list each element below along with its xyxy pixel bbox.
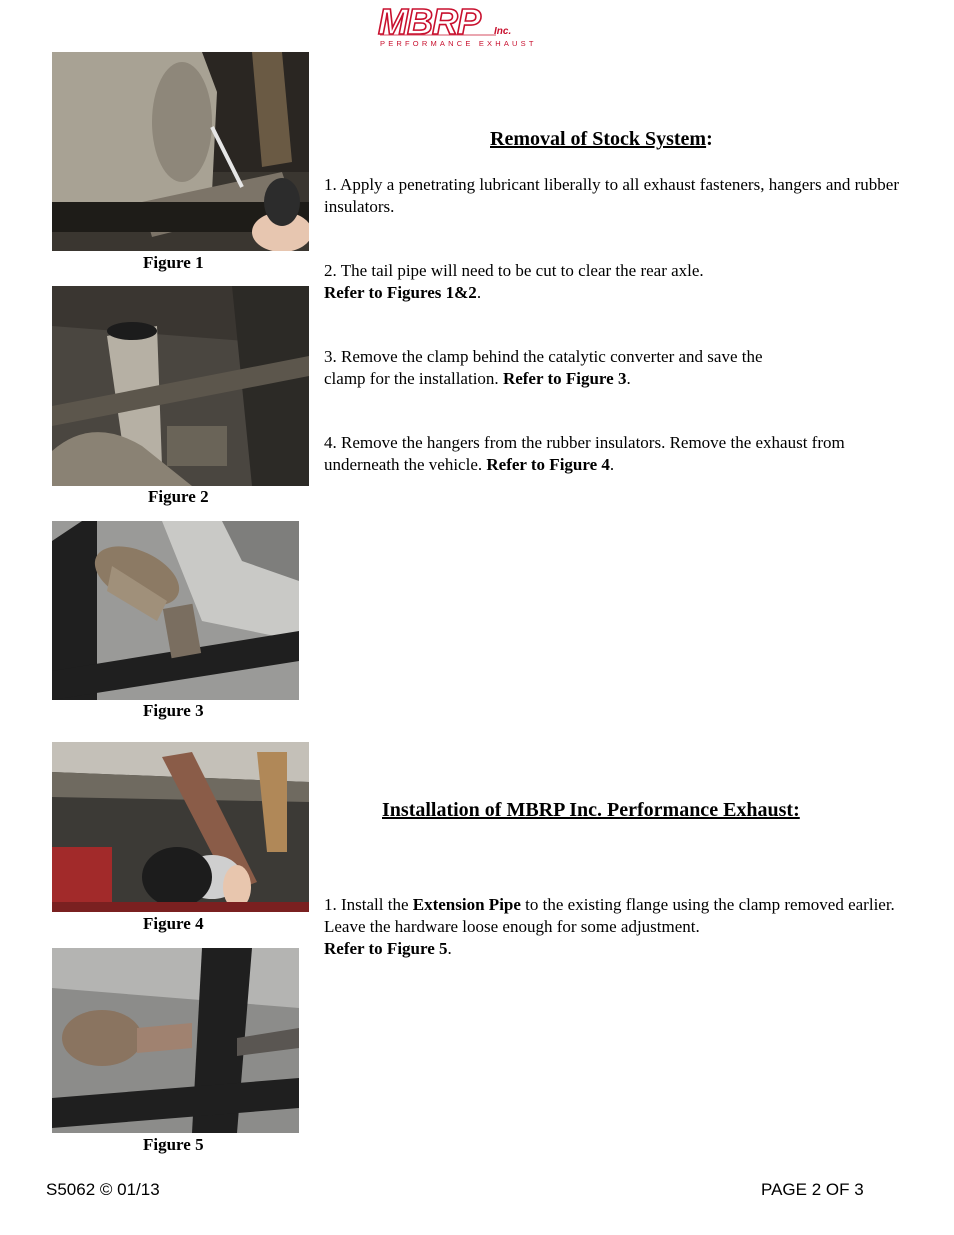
removal-step-4-text: 4. Remove the hangers from the rubber insulators. Remove the exhaust from underneath the vehicle. bbox=[324, 433, 845, 474]
removal-step-3 bbox=[324, 346, 914, 390]
logo-suffix-text: Inc. bbox=[494, 26, 512, 37]
removal-title: Removal of Stock System bbox=[490, 128, 707, 150]
figure-3-photo bbox=[52, 521, 299, 700]
removal-step-2-text: 2. The tail pipe will need to be cut to clear the rear axle. bbox=[324, 261, 704, 280]
removal-step-2-ref: Refer to Figures 1&2 bbox=[324, 283, 477, 302]
figure-5-caption: Figure 5 bbox=[143, 1135, 204, 1154]
removal-step-2-ref-end: . bbox=[476, 283, 482, 302]
installation-heading: Installation of MBRP Inc. Performance Exhaust: bbox=[382, 799, 800, 821]
logo-brand-text: MBRP bbox=[378, 4, 480, 40]
removal-step-3-text-b: clamp for the installation. bbox=[324, 369, 503, 388]
figure-5-photo bbox=[52, 948, 299, 1133]
figure-2-photo bbox=[52, 286, 309, 486]
removal-step-1-text: 1. Apply a penetrating lubricant liberally to all exhaust fasteners, hangers and rubber insulators. bbox=[324, 175, 899, 216]
removal-title-colon: : bbox=[706, 128, 713, 150]
figure-2-caption: Figure 2 bbox=[148, 487, 209, 506]
figure-1-photo bbox=[52, 52, 309, 251]
removal-step-3-text-a: 3. Remove the clamp behind the catalytic converter and save the bbox=[324, 347, 763, 366]
removal-step-3-ref-end: . bbox=[626, 369, 631, 388]
footer-document-code: S5062 © 01/13 bbox=[46, 1180, 160, 1199]
removal-step-4 bbox=[324, 432, 914, 476]
footer-page-number: PAGE 2 OF 3 bbox=[761, 1180, 864, 1199]
removal-step-4-ref-end: . bbox=[609, 455, 615, 474]
figure-4-photo bbox=[52, 742, 309, 912]
logo-tagline: PERFORMANCE EXHAUST bbox=[380, 39, 537, 48]
removal-step-4-ref: Refer to Figure 4 bbox=[486, 455, 610, 474]
figure-4-caption: Figure 4 bbox=[143, 914, 204, 933]
installation-step-1-post: to the existing flange using the clamp removed earlier. Leave the hardware loose enough for some adjustment. bbox=[324, 895, 895, 936]
removal-heading bbox=[490, 128, 713, 151]
mbrp-logo bbox=[376, 4, 537, 48]
mbrp-logo-mark bbox=[376, 4, 528, 40]
installation-step-1 bbox=[324, 894, 914, 960]
removal-step-2 bbox=[324, 260, 914, 304]
figure-3-caption: Figure 3 bbox=[143, 701, 204, 720]
installation-step-1-pre: 1. Install the bbox=[324, 895, 413, 914]
installation-step-1-bold: Extension Pipe bbox=[412, 895, 521, 914]
installation-step-1-ref: Refer to Figure 5 bbox=[324, 939, 448, 958]
removal-step-3-ref: Refer to Figure 3 bbox=[502, 369, 627, 388]
installation-step-1-ref-end: . bbox=[447, 939, 452, 958]
removal-step-1 bbox=[324, 174, 914, 218]
figure-1-caption: Figure 1 bbox=[143, 253, 204, 272]
